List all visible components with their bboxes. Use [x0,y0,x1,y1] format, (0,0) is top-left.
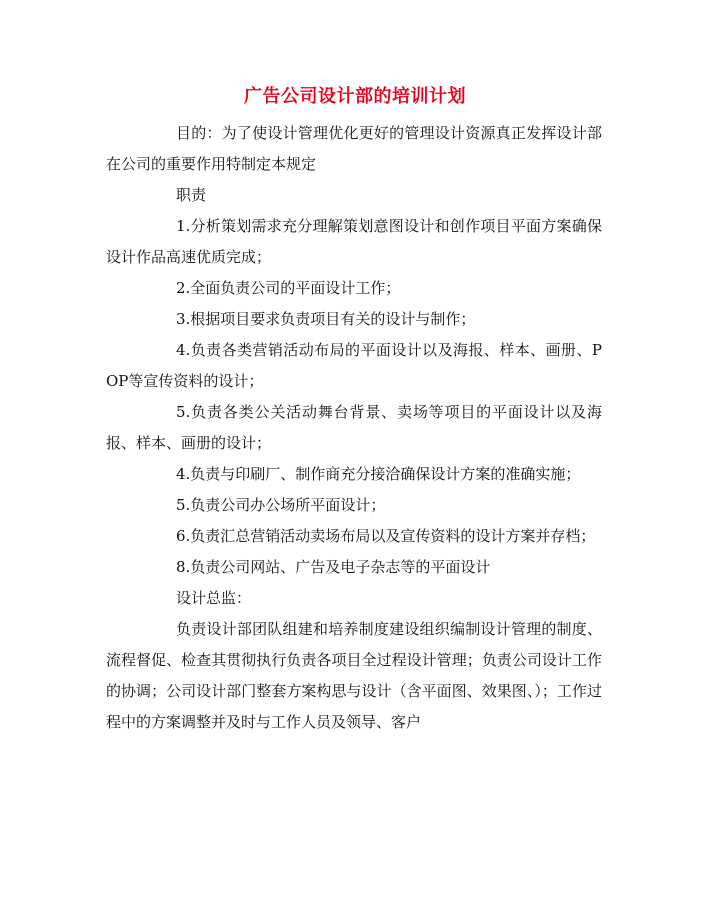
paragraph-duty-5b: 5.负责公司办公场所平面设计； [176,496,386,514]
paragraph-duty-5: 5.负责各类公关活动舞台背景、卖场等项目的平面设计以及海报、样本、画册的设计； [106,403,602,452]
paragraph-purpose: 目的：为了使设计管理优化更好的管理设计资源真正发挥设计部在公司的重要作用特制定本规定 [106,124,602,173]
paragraph-director-duties: 负责设计部团队组建和培养制度建设组织编制设计管理的制度、流程督促、检查其贯彻执行负责各项目全过程设计管理；负责公司设计工作的协调；公司设计部门整套方案构思与设计（含平面图、效果图、）；工作过程中的方案调整并及时与工作人员及领导、客户 [106,620,602,731]
paragraph-duty-4: 4.负责各类营销活动布局的平面设计以及海报、样本、画册、POP等宣传资料的设计； [106,341,602,390]
paragraph-duty-4b: 4.负责与印刷厂、制作商充分接洽确保设计方案的准确实施； [176,465,581,483]
paragraph-duty-8: 8.负责公司网站、广告及电子杂志等的平面设计 [176,558,491,576]
paragraph-duty-3: 3.根据项目要求负责项目有关的设计与制作； [176,310,476,328]
document-body [106,118,602,738]
paragraph-duties-heading: 职责 [176,186,207,204]
paragraph-duty-1: 1.分析策划需求充分理解策划意图设计和创作项目平面方案确保设计作品高速优质完成； [106,217,602,266]
paragraph-duty-2: 2.全面负责公司的平面设计工作； [176,279,401,297]
paragraph-director-heading: 设计总监： [176,589,252,607]
document-title: 广告公司设计部的培训计划 [244,86,466,107]
paragraph-duty-6: 6.负责汇总营销活动卖场布局以及宣传资料的设计方案并存档； [176,527,596,545]
